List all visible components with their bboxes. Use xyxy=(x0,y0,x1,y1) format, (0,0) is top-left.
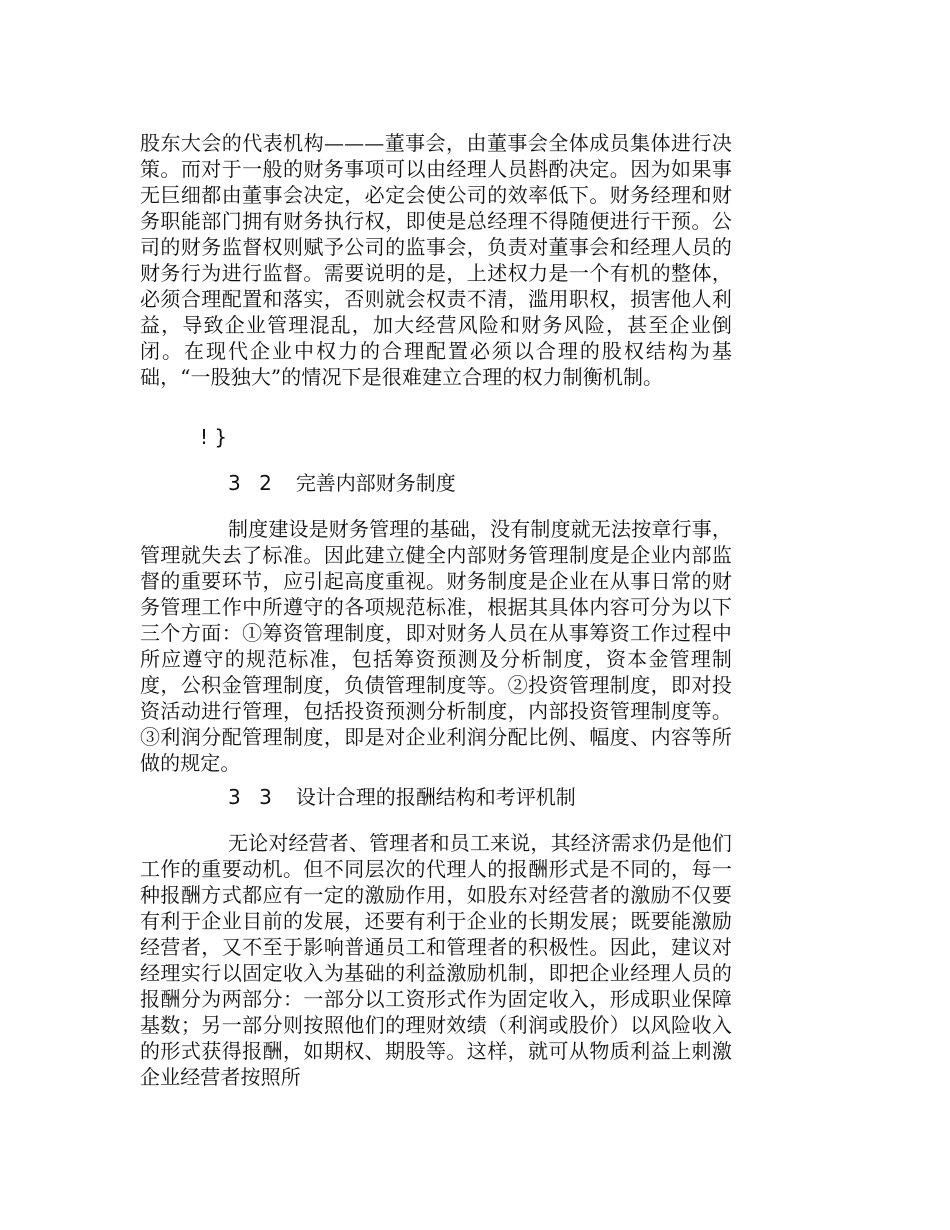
section-title: 完善内部财务制度 xyxy=(295,471,456,495)
section-heading-3-2 xyxy=(228,470,456,496)
paragraph-board-authority: 股东大会的代表机构———董事会，由董事会全体成员集体进行决策。而对于一般的财务事项可以由经理人员斟酌决定。因为如果事无巨细都由董事会决定，必定会使公司的效率低下。财务经理和财务职能部门拥有财务执行权，即使是总经理不得随便进行干预。公司的财务监督权则赋予公司的监事会，负责对董事会和经理人员的财务行为进行监督。需要说明的是，上述权力是一个有机的整体，必须合理配置和落实，否则就会权责不清，滥用职权，损害他人利益，导致企业管理混乱，加大经营风险和财务风险，甚至企业倒闭。在现代企业中权力的合理配置必须以合理的股权结构为基础，“一股独大”的情况下是很难建立合理的权力制衡机制。 xyxy=(140,131,732,389)
section-title: 设计合理的报酬结构和考评机制 xyxy=(295,785,576,809)
stray-mark: ! } xyxy=(200,425,228,449)
section-number: 3 3 xyxy=(228,785,278,809)
paragraph-compensation: 无论对经营者、管理者和员工来说，其经济需求仍是他们工作的重要动机。但不同层次的代理人的报酬形式是不同的，每一种报酬方式都应有一定的激励作用，如股东对经营者的激励不仅要有利于企业目前的发展，还要有利于企业的长期发展；既要能激励经营者，又不至于影响普通员工和管理者的积极性。因此，建议对经理实行以固定收入为基础的利益激励机制，即把企业经理人员的报酬分为两部分：一部分以工资形式作为固定收入，形成职业保障基数；另一部分则按照他们的理财效绩（利润或股价）以风险收入的形式获得报酬，如期权、期股等。这样，就可从物质利益上刺激企业经营者按照所 xyxy=(140,831,732,1089)
section-heading-3-3 xyxy=(228,784,576,810)
section-number: 3 2 xyxy=(228,471,278,495)
paragraph-financial-system: 制度建设是财务管理的基础，没有制度就无法按章行事，管理就失去了标准。因此建立健全内部财务管理制度是企业内部监督的重要环节，应引起高度重视。财务制度是企业在从事日常的财务管理工作中所遵守的各项规范标准，根据其具体内容可分为以下三个方面：①筹资管理制度，即对财务人员在从事筹资工作过程中所应遵守的规范标准，包括筹资预测及分析制度，资本金管理制度，公积金管理制度，负债管理制度等。②投资管理制度，即对投资活动进行管理，包括投资预测分析制度，内部投资管理制度等。③利润分配管理制度，即是对企业利润分配比例、幅度、内容等所做的规定。 xyxy=(140,517,732,775)
